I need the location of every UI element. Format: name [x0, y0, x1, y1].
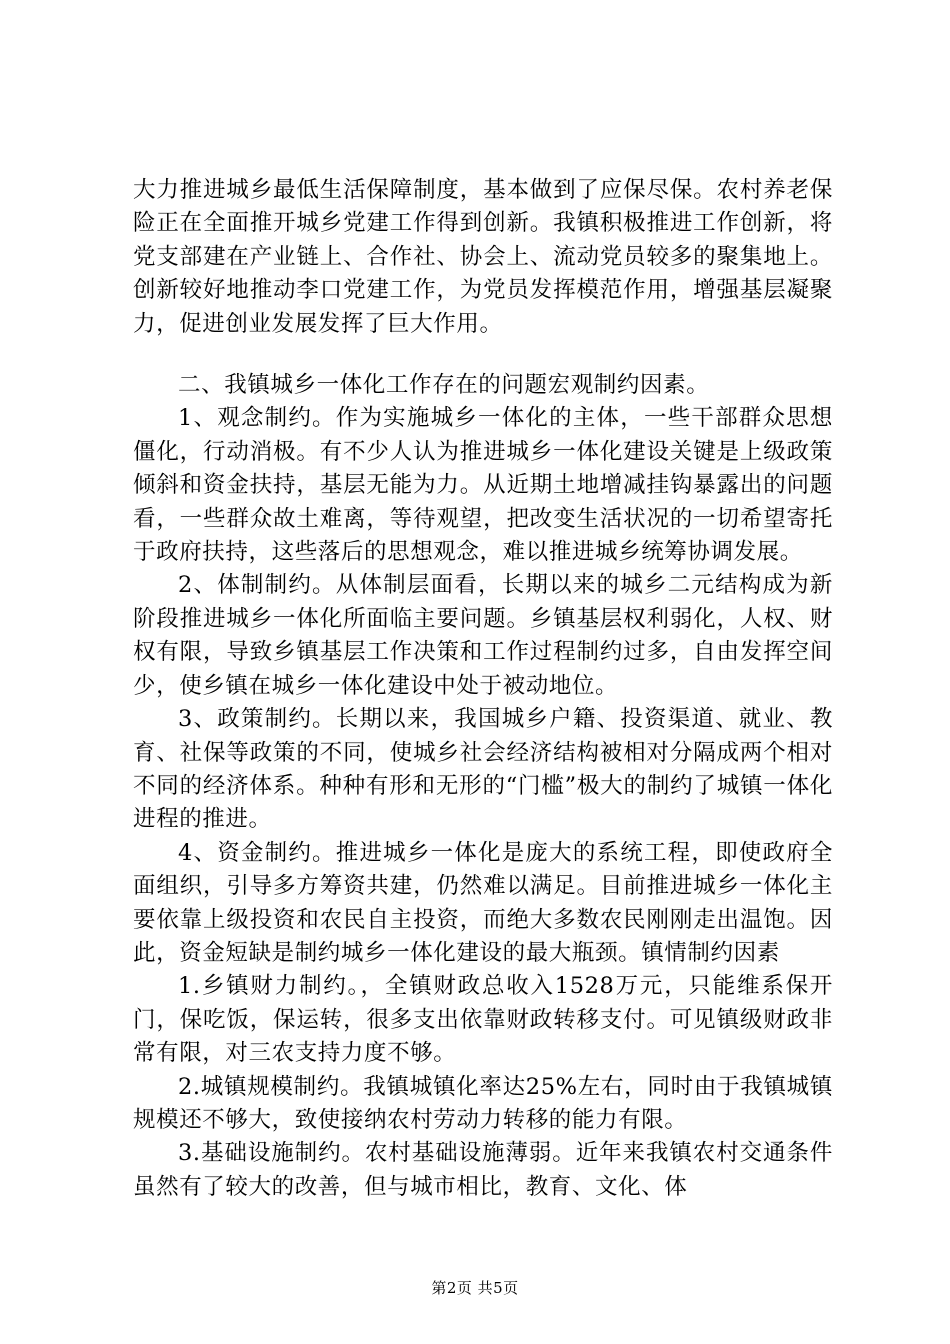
- document-body: [133, 174, 833, 1204]
- paragraph-gap: [133, 341, 833, 369]
- paragraph-funding-constraint: 4、资金制约。推进城乡一体化是庞大的系统工程，即使政府全面组织，引导多方筹资共建，仍然难以满足。目前推进城乡一体化主要依靠上级投资和农民自主投资，而绝大多数农民刚刚走出温饱。因此，资金短缺是制约城乡一体化建设的最大瓶颈。镇情制约因素: [133, 839, 833, 966]
- paragraph-concept-constraint: 1、观念制约。作为实施城乡一体化的主体，一些干部群众思想僵化，行动消极。有不少人认为推进城乡一体化建设关键是上级政策倾斜和资金扶持，基层无能为力。从近期土地增减挂钩暴露出的问题看，一些群众故土难离，等待观望，把改变生活状况的一切希望寄托于政府扶持，这些落后的思想观念，难以推进城乡统筹协调发展。: [133, 405, 833, 566]
- paragraph-finance-constraint: 1.乡镇财力制约。，全镇财政总收入1528万元，只能维系保开门，保吃饭，保运转，很多支出依靠财政转移支付。可见镇级财政非常有限，对三农支持力度不够。: [133, 973, 833, 1067]
- paragraph-system-constraint: 2、体制制约。从体制层面看，长期以来的城乡二元结构成为新阶段推进城乡一体化所面临主要问题。乡镇基层权利弱化，人权、财权有限，导致乡镇基层工作决策和工作过程制约过多，自由发挥空间少，使乡镇在城乡一体化建设中处于被动地位。: [133, 572, 833, 699]
- paragraph-policy-constraint: 3、政策制约。长期以来，我国城乡户籍、投资渠道、就业、教育、社保等政策的不同，使城乡社会经济结构被相对分隔成两个相对不同的经济体系。种种有形和无形的“门槛”极大的制约了城镇一体化进程的推进。: [133, 706, 833, 833]
- paragraph-infrastructure-constraint: 3.基础设施制约。农村基础设施薄弱。近年来我镇农村交通条件虽然有了较大的改善，但与城市相比，教育、文化、体: [133, 1140, 833, 1200]
- paragraph-intro: 大力推进城乡最低生活保障制度，基本做到了应保尽保。农村养老保险正在全面推开城乡党建工作得到创新。我镇积极推进工作创新，将党支部建在产业链上、合作社、协会上、流动党员较多的聚集地上。创新较好地推动李口党建工作，为党员发挥模范作用，增强基层凝聚力，促进创业发展发挥了巨大作用。: [133, 177, 833, 337]
- page-footer: 第2页 共5页: [431, 1279, 519, 1297]
- section-heading: 二、我镇城乡一体化工作存在的问题宏观制约因素。: [178, 372, 710, 399]
- paragraph-scale-constraint: 2.城镇规模制约。我镇城镇化率达25%左右，同时由于我镇城镇规模还不够大，致使接纳农村劳动力转移的能力有限。: [133, 1073, 833, 1133]
